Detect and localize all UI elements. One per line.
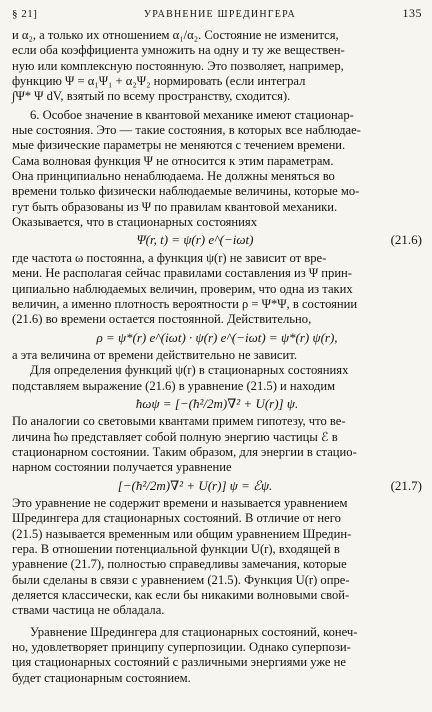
text-line: ципиально наблюдаемых величин, проверим, что одна из таких [12, 281, 353, 296]
text-line: деляется классически, как если бы никакими волновыми свой- [12, 588, 350, 603]
text-line: По аналогии со световыми квантами примем гипотезу, что ве- [12, 414, 346, 429]
running-header [12, 6, 422, 28]
equation-21-6 [12, 232, 422, 247]
equation-energy-operator: ħωψ = [−(ħ²/2m)∇² + U(r)] ψ. [135, 395, 299, 411]
paragraph-8 [12, 625, 422, 686]
text-line: стационарном состоянии. Таким образом, для энергии в стацио- [12, 444, 357, 459]
text-line: ствами частица не обладала. [12, 603, 165, 618]
equation-body: Ψ(r, t) = ψ(r) e^(−iωt) [136, 232, 254, 248]
paragraph-7 [12, 496, 422, 619]
text-line: будет стационарным состоянием. [12, 670, 191, 685]
text-line: Это уравнение не содержит времени и называется уравнением [12, 495, 348, 510]
equation-density: ρ = ψ*(r) e^(iωt) · ψ(r) e^(−iωt) = ψ*(r) ψ(r), [96, 329, 338, 345]
text-line: 6. Особое значение в квантовой механике имеют стационар- [30, 107, 354, 122]
paragraph-5 [12, 363, 422, 394]
text-line: Шредингера для стационарных состояний. В отличие от него [12, 511, 341, 526]
text-line: Уравнение Шредингера для стационарных состояний, конеч- [30, 624, 358, 639]
equation-number: (21.6) [390, 232, 422, 248]
paragraph-2 [12, 108, 422, 231]
text-line: ∫Ψ* Ψ dV, взятый по всему пространству, сходится). [12, 89, 291, 104]
paragraph-3 [12, 251, 422, 328]
text-line: функцию Ψ = α₁Ψ₁ + α₂Ψ₂ нормировать (если интеграл [12, 74, 306, 89]
text-line: нарном состоянии получается уравнение [12, 460, 232, 475]
text-line: Оказывается, что в стационарных состояниях [12, 215, 257, 230]
paragraph-1 [12, 28, 422, 105]
text-line: (21.5) называется временным или общим уравнением Шредин- [12, 526, 352, 541]
paragraph-6 [12, 414, 422, 475]
page-number: 135 [402, 6, 422, 20]
paragraph-4 [12, 348, 422, 363]
equation-number: (21.7) [390, 477, 422, 493]
text-line: мые физические параметры не меняются с течением времени. [12, 138, 346, 153]
text-line: если оба коэффициента умножить на одну и ту же веществен- [12, 43, 345, 58]
text-line: мени. Не располагая сейчас правилами составления из Ψ прин- [12, 266, 352, 281]
text-line: времени только физически наблюдаемые величины, которые мо- [12, 184, 360, 199]
text-line: но, удовлетворяет принципу суперпозиции. Однако суперпози- [12, 640, 351, 655]
text-line: ция стационарных состояний с различными энергиями уже не [12, 655, 346, 670]
equation-body: [−(ħ²/2m)∇² + U(r)] ψ = ℰψ. [117, 477, 273, 493]
text-line: Сама волновая функция Ψ не относится к этим параметрам. [12, 153, 334, 168]
text-line: подставляем выражение (21.6) в уравнение (21.5) и находим [12, 378, 336, 393]
text-line: ную или комплексную постоянную. Это позволяет, например, [12, 58, 344, 73]
text-line: величин, а именно плотность вероятности ρ = Ψ*Ψ, в состоянии [12, 296, 358, 311]
text-line: Для определения функций ψ(r) в стационарных состояниях [30, 363, 349, 378]
equation-21-7 [12, 478, 422, 493]
text-line: и α₂, а только их отношением α₁/α₂. Состояние не изменится, [12, 28, 339, 42]
text-line: личина ħω представляет собой полную энергию частицы ℰ в [12, 429, 338, 444]
text-line: были сделаны в связи с уравнением (21.5). Функция U(r) опре- [12, 572, 350, 587]
page-body [12, 28, 422, 686]
text-line: Она принципиально ненаблюдаема. Не должны меняться во [12, 169, 335, 184]
text-line: уравнение (21.7), полностью справедливы замечания, которые [12, 557, 347, 572]
text-line: а эта величина от времени действительно не зависит. [12, 347, 297, 362]
text-line: где частота ω постоянна, а функция ψ(r) не зависит от вре- [12, 250, 327, 265]
text-line: (21.6) во времени остается постоянной. Действительно, [12, 312, 312, 327]
text-line: гера. В отношении потенциальной функции U(r), входящей в [12, 542, 340, 556]
section-number: § 21] [12, 8, 38, 20]
text-line: ные состояния. Это — такие состояния, в которых все наблюдае- [12, 123, 361, 138]
text-line: гут быть образованы из Ψ по правилам квантовой механики. [12, 199, 338, 214]
running-title: УРАВНЕНИЕ ШРЕДИНГЕРА [143, 9, 296, 20]
